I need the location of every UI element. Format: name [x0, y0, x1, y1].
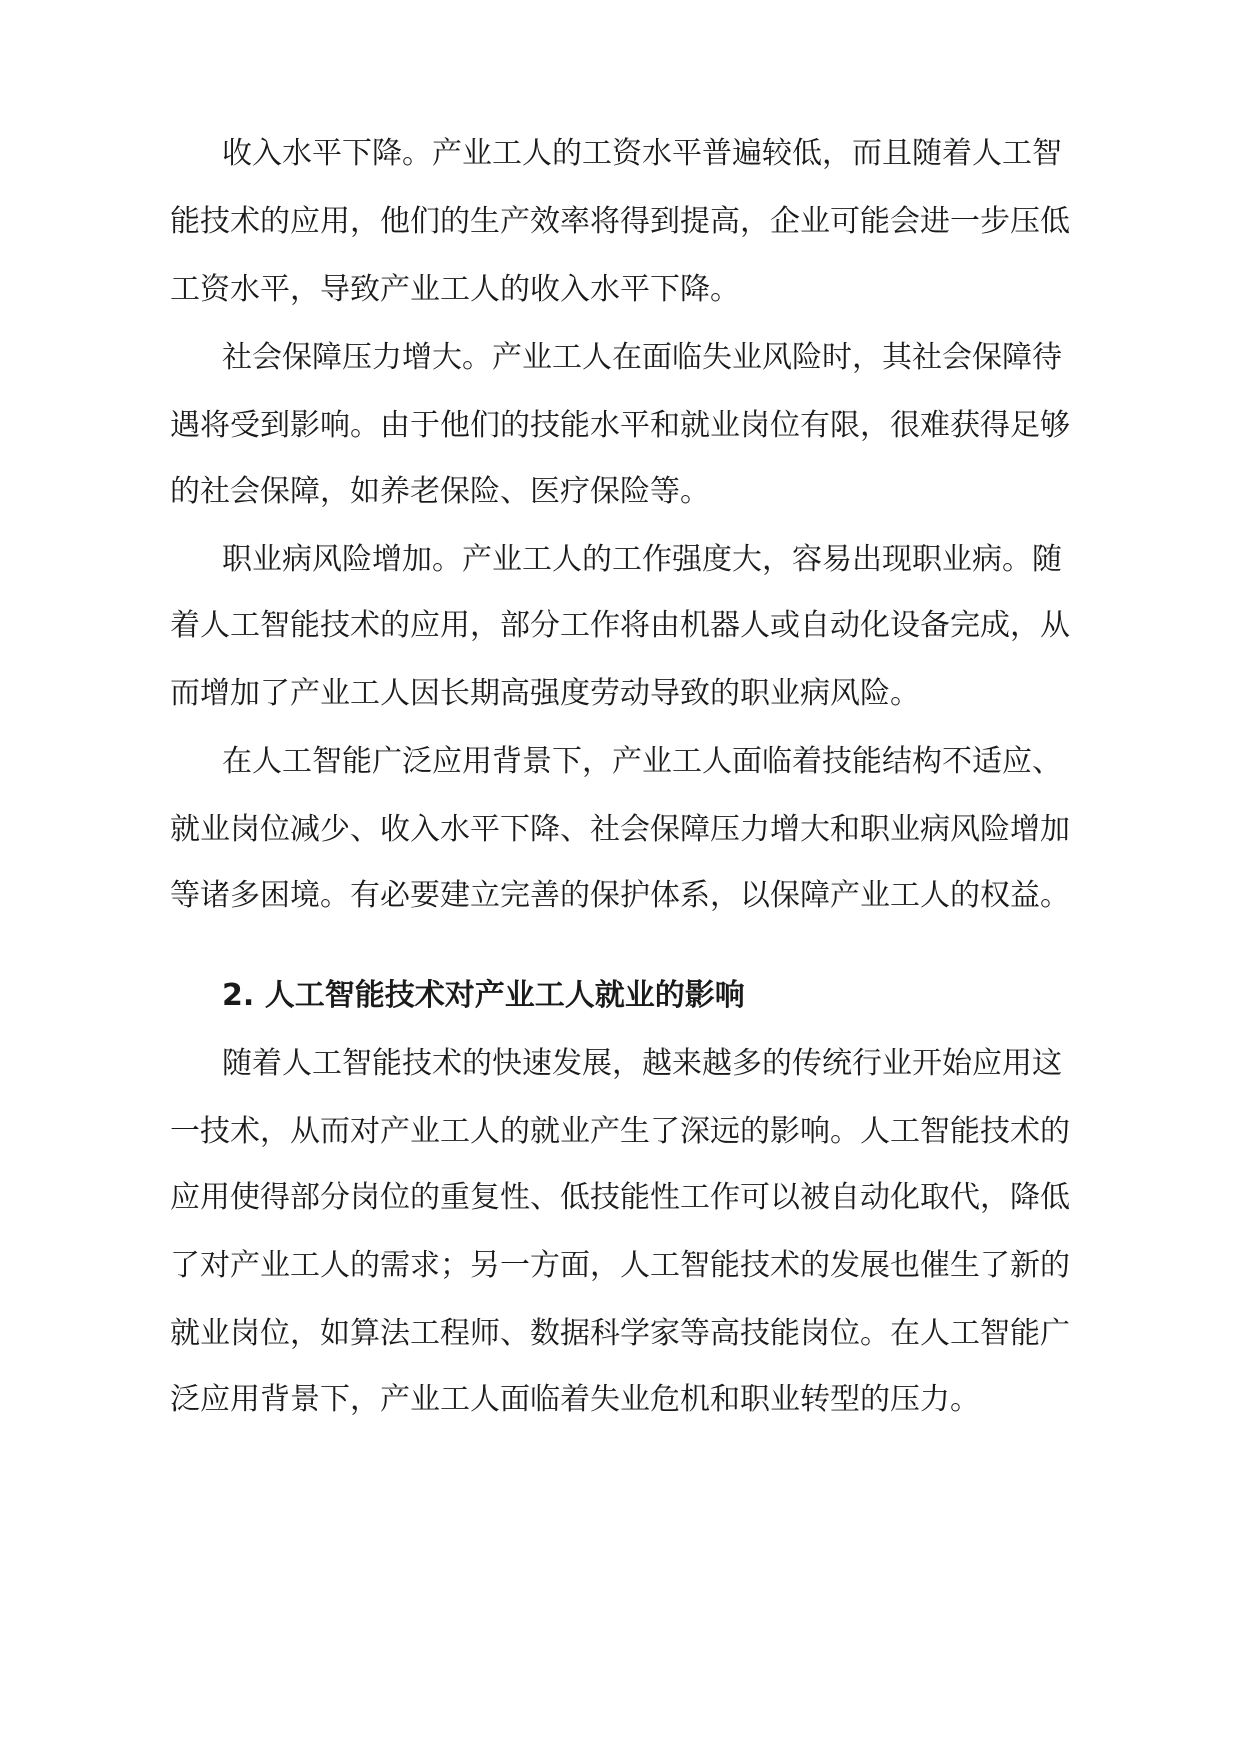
- paragraph-line: 就业岗位减少、收入水平下降、社会保障压力增大和职业病风险增加: [170, 812, 1070, 847]
- paragraph-line: 而增加了产业工人因长期高强度劳动导致的职业病风险。: [170, 676, 920, 711]
- paragraph-line: 遇将受到影响。由于他们的技能水平和就业岗位有限，很难获得足够: [170, 408, 1070, 443]
- paragraph-line: 能技术的应用，他们的生产效率将得到提高，企业可能会进一步压低: [170, 204, 1070, 239]
- paragraph-line: 职业病风险增加。产业工人的工作强度大，容易出现职业病。随: [222, 542, 1062, 577]
- paragraph-line: 工资水平，导致产业工人的收入水平下降。: [170, 272, 740, 307]
- section-heading: 2. 人工智能技术对产业工人就业的影响: [222, 978, 745, 1013]
- paragraph-line: 等诸多困境。有必要建立完善的保护体系，以保障产业工人的权益。: [170, 878, 1070, 913]
- paragraph-line: 随着人工智能技术的快速发展，越来越多的传统行业开始应用这: [222, 1046, 1062, 1081]
- paragraph-line: 着人工智能技术的应用，部分工作将由机器人或自动化设备完成，从: [170, 608, 1070, 643]
- paragraph-line: 收入水平下降。产业工人的工资水平普遍较低，而且随着人工智: [222, 136, 1062, 171]
- paragraph-line: 一技术，从而对产业工人的就业产生了深远的影响。人工智能技术的: [170, 1114, 1070, 1149]
- paragraph-line: 社会保障压力增大。产业工人在面临失业风险时，其社会保障待: [222, 340, 1062, 375]
- paragraph-line: 泛应用背景下，产业工人面临着失业危机和职业转型的压力。: [170, 1382, 980, 1417]
- paragraph-line: 应用使得部分岗位的重复性、低技能性工作可以被自动化取代，降低: [170, 1180, 1070, 1215]
- paragraph-line: 了对产业工人的需求；另一方面，人工智能技术的发展也催生了新的: [170, 1248, 1070, 1283]
- paragraph-line: 的社会保障，如养老保险、医疗保险等。: [170, 474, 710, 509]
- paragraph-line: 在人工智能广泛应用背景下，产业工人面临着技能结构不适应、: [222, 744, 1062, 779]
- paragraph-line: 就业岗位，如算法工程师、数据科学家等高技能岗位。在人工智能广: [170, 1316, 1070, 1351]
